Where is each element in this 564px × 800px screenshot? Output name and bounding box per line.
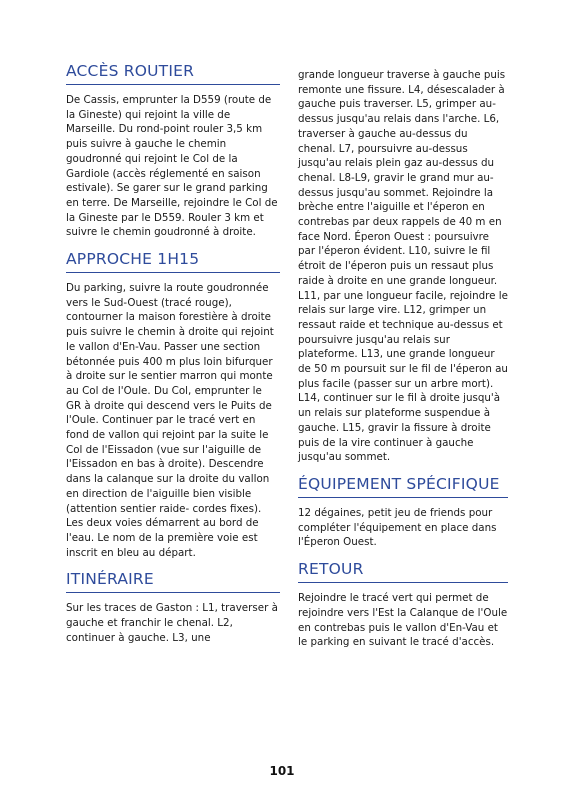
- equipement-text: 12 dégaines, petit jeu de friends pour compléter l'équipement en place dans l'Éperon Ouest.: [298, 506, 497, 549]
- title-divider: [298, 582, 508, 583]
- acces-routier-text: De Cassis, emprunter la D559 (route de la Gineste) qui rejoint la ville de Marseille. Du rond-point rouler 3,5 km puis suivre à gauche le chemin goudronné qui rejoint le Col de la Gardiole (accès réglementé en saison estivale). Se garer sur le grand parking en terre. De Marseille, rejoindre le Col de la Gineste par le D559. Rouler 3 km et suivre le chemin goudronné à droite.: [66, 94, 278, 239]
- right-column: [298, 68, 508, 660]
- page-number: 101: [269, 764, 295, 778]
- approche-text: Du parking, suivre la route goudronnée vers le Sud-Ouest (tracé rouge), contourner la maison forestière à droite puis suivre le chemin à droite qui rejoint le vallon d'En-Vau. Passer une section bétonnée puis 400 m plus loin bifurquer à droite sur le sentier marron qui monte au Col de l'Oule. Du Col, emprunter le GR à droite qui descend vers le Puits de l'Oule. Continuer par le tracé vert en fond de vallon qui rejoint par la suite le Col de l'Eissadon (vue sur l'aiguille de l'Eissadon en bas à droite). Descendre dans la calanque sur la droite du vallon en direction de l'aiguille bien visible (attention sentier raide- cordes fixes). Les deux voies démarrent au bord de l'eau. Le nom de la première voie est inscrit en bleu au départ.: [66, 282, 274, 559]
- title-divider: [298, 497, 508, 498]
- retour-text: Rejoindre le tracé vert qui permet de rejoindre vers l'Est la Calanque de l'Oule en contrebas puis le vallon d'En-Vau et le parking en suivant le tracé d'accès.: [298, 592, 508, 649]
- section-approche: [66, 250, 280, 560]
- section-title-retour: RETOUR: [298, 560, 364, 579]
- section-retour: [298, 560, 508, 650]
- title-divider: [66, 592, 280, 593]
- section-acces-routier: [66, 62, 280, 240]
- section-itineraire-continued: [298, 68, 508, 465]
- left-column: [66, 62, 280, 656]
- section-itineraire: [66, 570, 280, 645]
- itineraire-text: Sur les traces de Gaston : L1, traverser à gauche et franchir le chenal. L2, continuer à gauche. L3, une: [66, 602, 278, 644]
- section-title-equipement: ÉQUIPEMENT SPÉCIFIQUE: [298, 474, 500, 493]
- section-title-approche: APPROCHE 1H15: [66, 250, 200, 269]
- section-equipement: [298, 475, 508, 550]
- title-divider: [66, 84, 280, 85]
- section-title-acces-routier: ACCÈS ROUTIER: [66, 62, 195, 80]
- title-divider: [66, 272, 280, 273]
- section-title-itineraire: ITINÉRAIRE: [66, 570, 154, 589]
- itineraire-continued-text: grande longueur traverse à gauche puis remonte une fissure. L4, désescalader à gauche puis traverser. L5, grimper au-dessus jusqu'au relais dans l'arche. L6, traverser à gauche au-dessus du chenal. L7, poursuivre au-dessus jusqu'au relais plein gaz au-dessus du chenal. L8-L9, gravir le grand mur au-dessus jusqu'au sommet. Rejoindre la brèche entre l'aiguille et l'éperon en contrebas par deux rappels de 40 m en face Nord. Éperon Ouest : poursuivre par l'éperon évident. L10, suivre le fil étroit de l'éperon puis un ressaut plus raide à droite en une grande longueur. L11, par une longueur facile, rejoindre le relais sur large vire. L12, grimper un ressaut raide et technique au-dessus et poursuivre jusqu'au relais sur plateforme. L13, une grande longueur de 50 m poursuit sur le fil de l'éperon au plus facile (passer sur un arbre mort). L14, continuer sur le fil à droite jusqu'à un relais sur plateforme suspendue à gauche. L15, gravir la fissure à droite puis de la vire continuer à gauche jusqu'au sommet.: [298, 69, 508, 464]
